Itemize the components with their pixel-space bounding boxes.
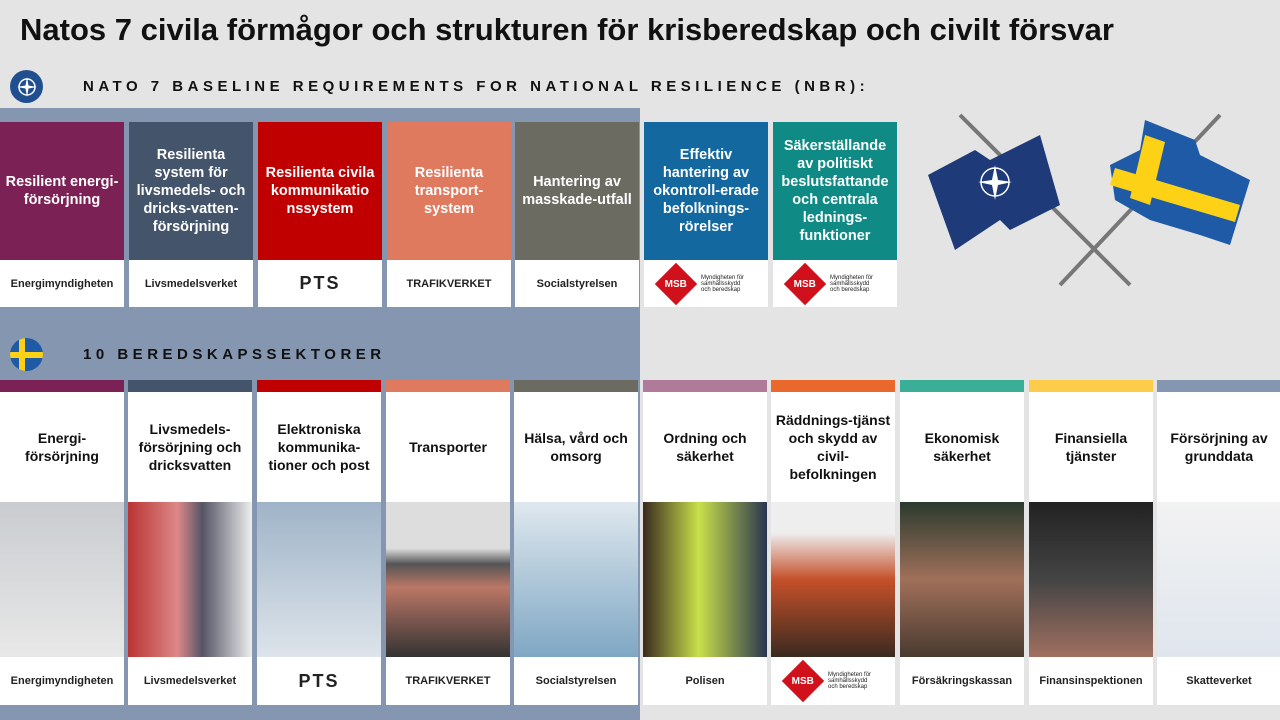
agency-logo [387,260,511,307]
logo-subtitle: Myndigheten för samhällsskydd och beredskap [701,274,745,293]
agency-logo-text: Socialstyrelsen [536,277,618,290]
agency-logo [386,657,510,705]
sector-column [128,380,252,705]
grocery-store-photo [128,502,252,657]
nbr-card [515,122,639,307]
swedish-flag-icon [10,338,43,371]
nbr-card [0,122,124,307]
sector-column [771,380,895,705]
nato-section-header [10,70,869,103]
agency-logo [257,657,381,705]
nbr-card [644,122,768,307]
agency-logo [258,260,382,307]
agency-logo-text: TRAFIKVERKET [406,277,492,290]
sector-column [0,380,124,705]
agency-logo [128,657,252,705]
agency-logo [643,657,767,705]
hands-photo [900,502,1024,657]
sector-title: Energi-försörjning [0,392,124,502]
card-terminal-photo [1029,502,1153,657]
sector-column [514,380,638,705]
agency-logo [0,260,124,307]
sector-column [900,380,1024,705]
sector-color-strip [514,380,638,392]
agency-logo [514,657,638,705]
sector-title: Elektroniska kommunika-tioner och post [257,392,381,502]
antenna-mast-photo [257,502,381,657]
agency-logo-text: PTS [298,670,340,691]
sector-title: Ekonomisk säkerhet [900,392,1024,502]
agency-logo-text: Skatteverket [1186,675,1252,687]
nbr-card-title: Resilient energi-försörjning [0,122,124,260]
hospital-corridor-photo [514,502,638,657]
sector-color-strip [128,380,252,392]
agency-logo-text: Energimyndigheten [10,675,114,687]
agency-logo-text: Energimyndigheten [10,277,114,290]
agency-logo [773,260,897,307]
agency-logo-text: Finansinspektionen [1039,675,1143,687]
tank-train-photo [386,502,510,657]
logo-subtitle: Myndigheten för samhällsskydd och beredskap [830,274,874,293]
agency-logo [1029,657,1153,705]
sector-title: Ordning och säkerhet [643,392,767,502]
sector-color-strip [1157,380,1280,392]
msb-logo-icon: MSB [784,262,826,304]
police-officer-photo [643,502,767,657]
agency-logo [129,260,253,307]
agency-logo-text: Försäkringskassan [911,675,1013,687]
sector-column [1157,380,1280,705]
nbr-card-title: Effektiv hantering av okontroll-erade befolknings-rörelser [644,122,768,260]
agency-logo [644,260,768,307]
map-photo [1157,502,1280,657]
agency-logo [771,657,895,705]
power-lines-photo [0,502,124,657]
sector-title: Räddnings-tjänst och skydd av civil-befolkningen [771,392,895,502]
sector-column [643,380,767,705]
sector-title: Hälsa, vård och omsorg [514,392,638,502]
sector-color-strip [257,380,381,392]
sector-column [257,380,381,705]
sector-title: Finansiella tjänster [1029,392,1153,502]
logo-subtitle: Myndigheten för samhällsskydd och beredskap [828,672,872,690]
agency-logo-text: Polisen [685,675,725,687]
sector-title: Livsmedels-försörjning och dricksvatten [128,392,252,502]
sector-color-strip [900,380,1024,392]
nbr-card-title: Resilienta civila kommunikatio nssystem [258,122,382,260]
page-title: Natos 7 civila förmågor och strukturen för krisberedskap och civilt försvar [20,12,1114,47]
crossed-flags-image [920,110,1260,300]
firefighter-photo [771,502,895,657]
nbr-card [773,122,897,307]
sector-title: Försörjning av grunddata [1157,392,1280,502]
agency-logo-text: TRAFIKVERKET [405,675,491,687]
msb-logo-icon: MSB [782,660,824,702]
agency-logo [0,657,124,705]
nbr-card [387,122,511,307]
sector-color-strip [386,380,510,392]
msb-logo-icon: MSB [655,262,697,304]
nbr-card [258,122,382,307]
nbr-card-title: Resilienta transport-system [387,122,511,260]
sector-color-strip [643,380,767,392]
sector-column [1029,380,1153,705]
sector-color-strip [771,380,895,392]
nato-section-heading: NATO 7 BASELINE REQUIREMENTS FOR NATIONAL RESILIENCE (NBR): [83,78,870,95]
sector-title: Transporter [386,392,510,502]
agency-logo-text: Livsmedelsverket [143,675,237,687]
agency-logo [900,657,1024,705]
nbr-card-title: Säkerställande av politiskt beslutsfattande och centrala lednings-funktioner [773,122,897,260]
agency-logo-text: Livsmedelsverket [144,277,238,290]
agency-logo [515,260,639,307]
nbr-card-title: Resilienta system för livsmedels- och dricks-vatten-försörjning [129,122,253,260]
agency-logo-text: Socialstyrelsen [535,675,617,687]
agency-logo [1157,657,1280,705]
sweden-section-header [10,338,386,371]
sector-column [386,380,510,705]
sweden-section-heading: 10 BEREDSKAPSSEKTORER [83,346,386,363]
nbr-card [129,122,253,307]
nato-emblem-icon [10,70,43,103]
agency-logo-text: PTS [299,273,341,293]
sector-color-strip [1029,380,1153,392]
sector-color-strip [0,380,124,392]
nbr-card-title: Hantering av masskade-utfall [515,122,639,260]
